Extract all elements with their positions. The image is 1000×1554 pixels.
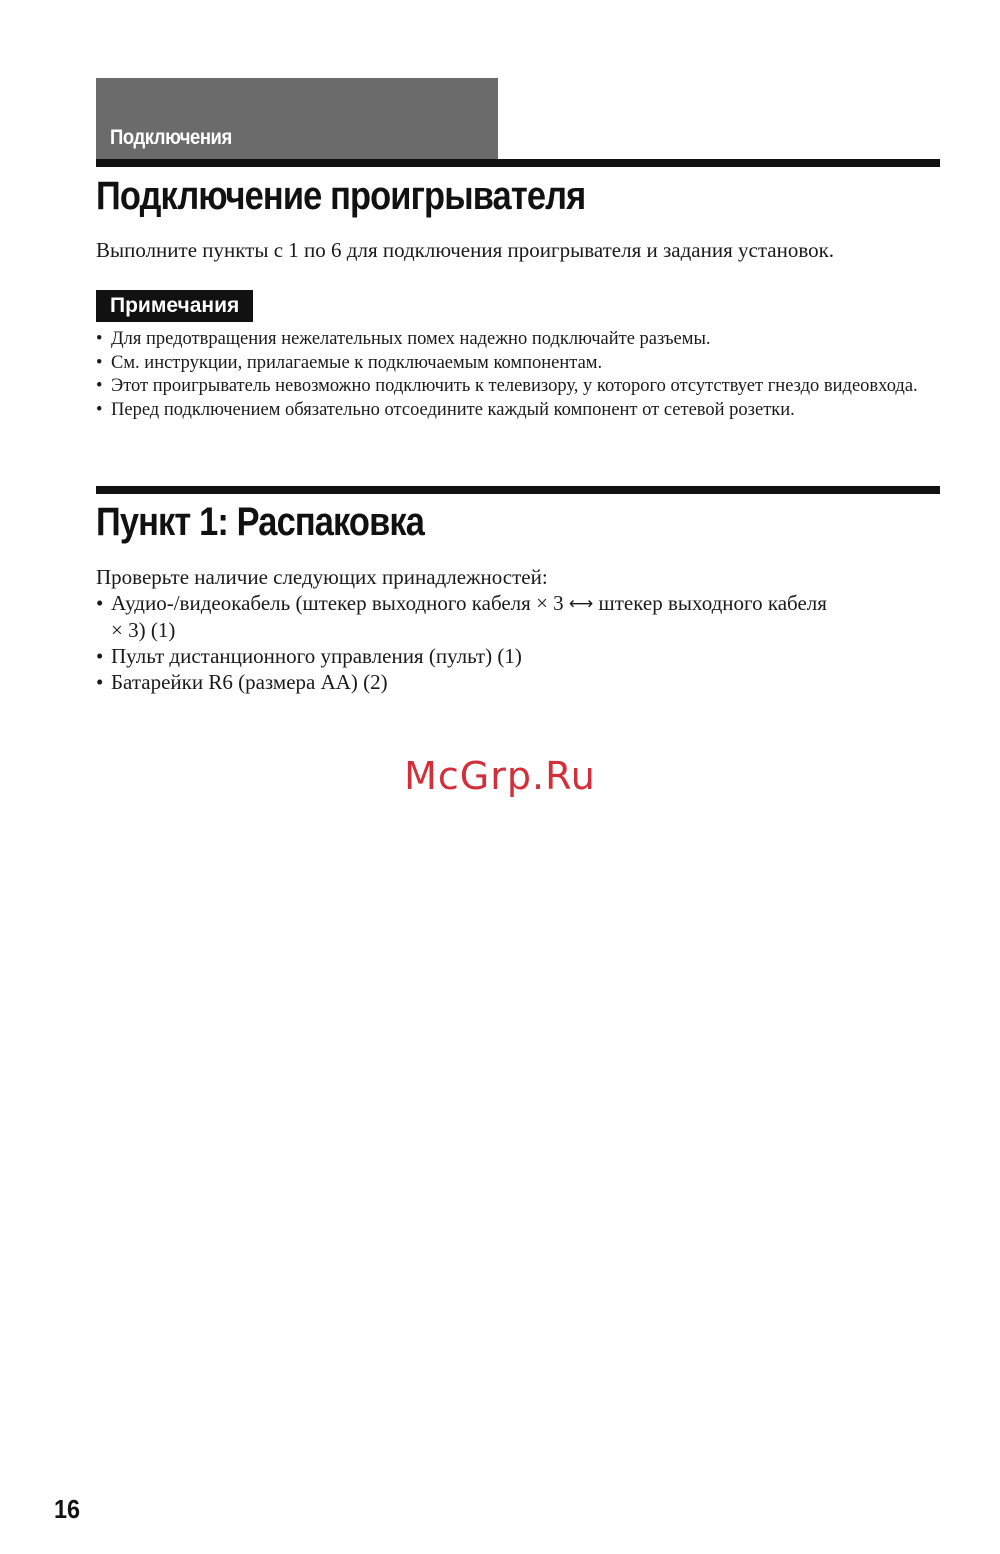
av-cable-text: Аудио-/видеокабель (штекер выходного кабеля × 3 (111, 591, 564, 615)
accessory-item-remote: • Пульт дистанционного управления (пульт) (1) (96, 643, 946, 669)
accessories-list (96, 590, 946, 695)
intro-text: Выполните пункты с 1 по 6 для подключения проигрывателя и задания установок. (96, 238, 835, 262)
av-cable-text-2: штекер выходного кабеля (598, 591, 827, 615)
note-item: • Перед подключением обязательно отсоедините каждый компонент от сетевой розетки. (96, 399, 946, 423)
notes-list (96, 328, 946, 422)
section-heading: Пункт 1: Распаковка (96, 500, 424, 544)
heading-rule (96, 159, 940, 167)
page-title: Подключение проигрывателя (96, 174, 586, 218)
heading-rule (96, 486, 940, 494)
notes-label: Примечания (96, 290, 253, 322)
accessory-item-av-cable (96, 590, 946, 643)
section-tab (96, 78, 498, 160)
av-cable-text-3: × 3) (1) (111, 618, 176, 642)
note-item: • Для предотвращения нежелательных помех надежно подключайте разъемы. (96, 328, 946, 352)
accessory-item-batteries: • Батарейки R6 (размера AA) (2) (96, 669, 946, 695)
check-intro-text: Проверьте наличие следующих принадлежностей: (96, 565, 548, 589)
double-arrow-icon: ⟷ (568, 594, 594, 614)
watermark: McGrp.Ru (404, 754, 596, 798)
note-item: • Этот проигрыватель невозможно подключить к телевизору, у которого отсутствует гнездо видеовхода. (96, 375, 946, 399)
page-number: 16 (54, 1494, 81, 1524)
section-tab-label: Подключения (110, 126, 232, 149)
note-item: • См. инструкции, прилагаемые к подключаемым компонентам. (96, 352, 946, 376)
